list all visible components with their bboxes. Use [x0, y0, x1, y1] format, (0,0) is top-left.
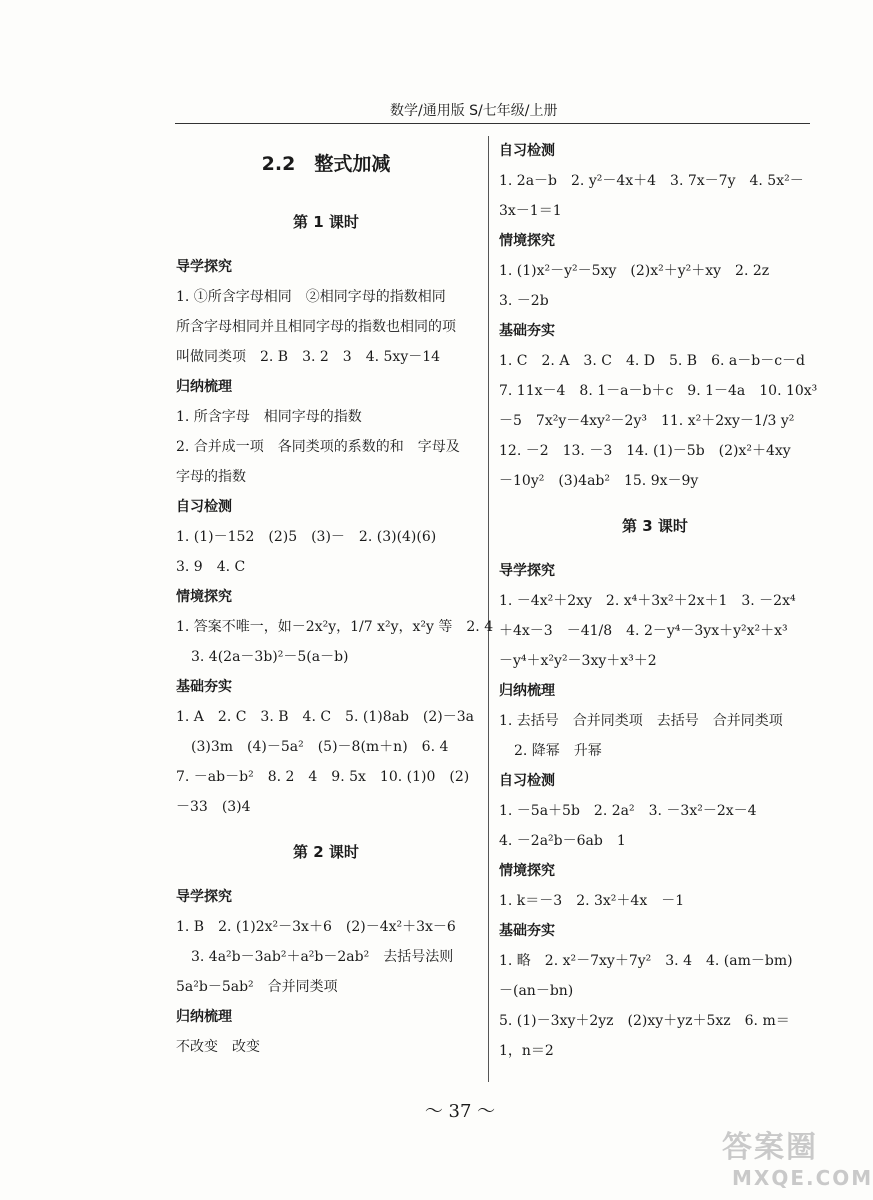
answer-line: 叫做同类项 2. B 3. 2 3 4. 5xy－14: [176, 349, 441, 365]
answer-line: 1. (1)－152 (2)5 (3)－ 2. (3)(4)(6): [176, 529, 437, 545]
answer-line: 5. (1)－3xy＋2yz (2)xy＋yz＋5xz 6. m＝: [499, 1013, 790, 1029]
section-title: 2.2 整式加减: [261, 153, 391, 175]
answer-line: －(an－bn): [499, 983, 574, 999]
answer-line: 1. (1)x²－y²－5xy (2)x²＋y²＋xy 2. 2z: [499, 263, 770, 279]
page-number: ～ 37 ～: [424, 1101, 496, 1122]
answer-line: －y⁴＋x²y²－3xy＋x³＋2: [499, 653, 657, 669]
answer-line: 12. －2 13. －3 14. (1)－5b (2)x²＋4xy: [499, 443, 791, 459]
column-divider: [488, 136, 489, 1082]
subsection-heading: 导学探究: [176, 889, 232, 905]
lesson-heading: 第 3 课时: [622, 517, 688, 535]
answer-line: －10y² (3)4ab² 15. 9x－9y: [499, 473, 699, 489]
subsection-heading: 情境探究: [176, 589, 232, 605]
answer-line: 2. 降幂 升幂: [514, 743, 602, 759]
answer-line: 字母的指数: [176, 469, 246, 485]
answer-line: 3. 4(2a－3b)²－5(a－b): [191, 649, 349, 665]
subsection-heading: 导学探究: [176, 259, 232, 275]
answer-line: 1. 2a－b 2. y²－4x＋4 3. 7x－7y 4. 5x²－: [499, 173, 804, 189]
answer-line: 不改变 改变: [176, 1039, 260, 1055]
answer-line: －33 (3)4: [176, 799, 251, 815]
answer-line: 4. －2a²b－6ab 1: [499, 833, 626, 849]
watermark-bottom: MXQE.COM: [732, 1166, 873, 1190]
answer-line: 1. C 2. A 3. C 4. D 5. B 6. a－b－c－d: [499, 353, 806, 369]
lesson-heading: 第 2 课时: [293, 843, 359, 861]
running-header: 数学/通用版 S/七年级/上册: [390, 103, 558, 119]
header-rule: [175, 123, 810, 124]
answer-line: －5 7x²y－4xy²－2y³ 11. x²＋2xy－1/3 y²: [499, 413, 795, 429]
subsection-heading: 归纳梳理: [176, 1009, 232, 1025]
answer-line: 7. －ab－b² 8. 2 4 9. 5x 10. (1)0 (2): [176, 769, 470, 785]
watermark-top: 答案圈: [722, 1130, 818, 1165]
answer-line: 1. 答案不唯一，如－2x²y，1/7 x²y，x²y 等 2. 4: [176, 619, 494, 635]
answer-line: 1. 略 2. x²－7xy＋7y² 3. 4 4. (am－bm): [499, 953, 793, 969]
subsection-heading: 归纳梳理: [499, 683, 555, 699]
answer-line: 1. k＝－3 2. 3x²＋4x －1: [499, 893, 685, 909]
watermark-logo: [722, 1130, 873, 1192]
answer-line: 1. －4x²＋2xy 2. x⁴＋3x²＋2x＋1 3. －2x⁴: [499, 593, 796, 609]
answer-line: 3x－1＝1: [499, 203, 562, 219]
answer-line: 1. B 2. (1)2x²－3x＋6 (2)－4x²＋3x－6: [176, 919, 456, 935]
answer-line: 3. 9 4. C: [176, 559, 246, 575]
subsection-heading: 情境探究: [499, 863, 555, 879]
subsection-heading: 导学探究: [499, 563, 555, 579]
answer-line: 1. ①所含字母相同 ②相同字母的指数相同: [176, 289, 446, 305]
answer-line: 7. 11x－4 8. 1－a－b＋c 9. 1－4a 10. 10x³: [499, 383, 818, 399]
subsection-heading: 归纳梳理: [176, 379, 232, 395]
left-column: [176, 136, 494, 1062]
subsection-heading: 基础夯实: [499, 923, 555, 939]
answer-line: 3. －2b: [499, 293, 549, 309]
answer-line: 1，n＝2: [499, 1043, 554, 1059]
subsection-heading: 基础夯实: [499, 323, 555, 339]
answer-line: 3. 4a²b－3ab²＋a²b－2ab² 去括号法则: [191, 949, 454, 965]
subsection-heading: 自习检测: [499, 773, 555, 789]
subsection-heading: 情境探究: [499, 233, 555, 249]
answer-line: 1. 去括号 合并同类项 去括号 合并同类项: [499, 713, 783, 729]
answer-line: 1. 所含字母 相同字母的指数: [176, 409, 362, 425]
answer-line: 1. －5a＋5b 2. 2a² 3. －3x²－2x－4: [499, 803, 757, 819]
answer-line: (3)3m (4)－5a² (5)－8(m＋n) 6. 4: [191, 739, 449, 755]
answer-line: 5a²b－5ab² 合并同类项: [176, 979, 338, 995]
answer-line: 所含字母相同并且相同字母的指数也相同的项: [176, 319, 456, 335]
subsection-heading: 基础夯实: [176, 679, 232, 695]
subsection-heading: 自习检测: [499, 143, 555, 159]
answer-line: 1. A 2. C 3. B 4. C 5. (1)8ab (2)－3a: [176, 709, 474, 725]
answer-line: ＋4x－3 －41/8 4. 2－y⁴－3yx＋y²x²＋x³: [499, 623, 788, 639]
lesson-heading: 第 1 课时: [293, 213, 359, 231]
right-column: [499, 136, 818, 1066]
subsection-heading: 自习检测: [176, 499, 232, 515]
answer-line: 2. 合并成一项 各同类项的系数的和 字母及: [176, 439, 460, 455]
